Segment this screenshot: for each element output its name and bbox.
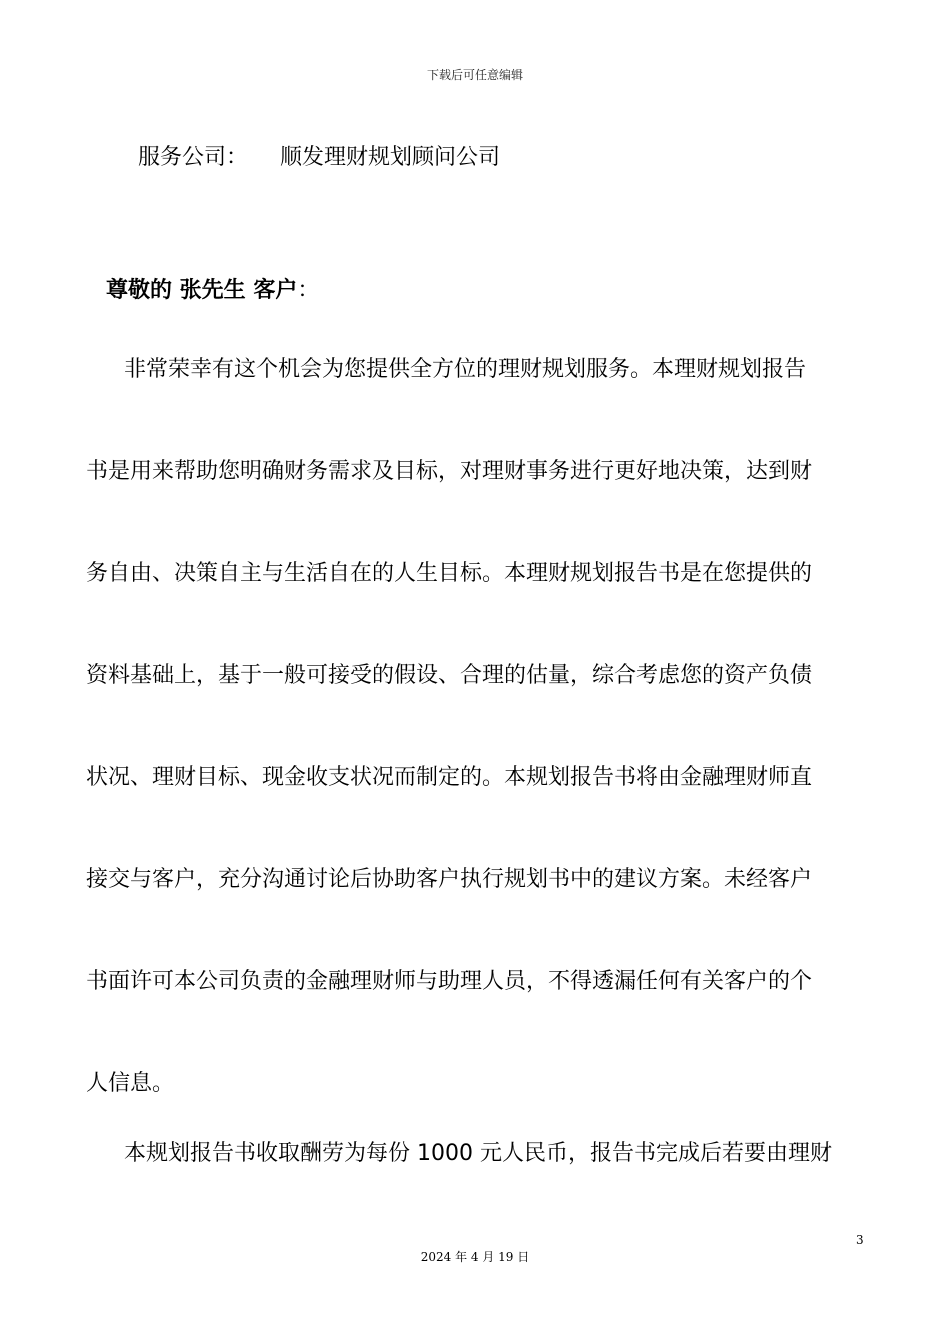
paragraph-line: 人信息。: [86, 1071, 175, 1096]
greeting-colon: ：: [297, 278, 320, 303]
paragraph-line: 务自由、决策自主与生活自在的人生目标。本理财规划报告书是在您提供的: [86, 561, 813, 586]
paragraph-line: 接交与客户，充分沟通讨论后协助客户执行规划书中的建议方案。未经客户: [86, 867, 813, 892]
paragraph-line: 书是用来帮助您明确财务需求及目标，对理财事务进行更好地决策，达到财: [86, 459, 813, 484]
page-number: 3: [856, 1233, 864, 1247]
company-label: 服务公司：: [138, 145, 249, 170]
header-note: 下载后可任意编辑: [426, 68, 523, 82]
paragraph-line: 书面许可本公司负责的金融理财师与助理人员，不得透漏任何有关客户的个: [86, 969, 813, 994]
paragraph-line: 资料基础上，基于一般可接受的假设、合理的估量，综合考虑您的资产负债: [86, 663, 813, 688]
footer-date: 2024 年 4 月 19 日: [420, 1250, 530, 1264]
paragraph-intro: [86, 319, 852, 1135]
paragraph-line: 状况、理财目标、现金收支状况而制定的。本规划报告书将由金融理财师直: [86, 765, 813, 790]
company-row: [138, 140, 500, 171]
paragraph-fee: [86, 1103, 852, 1205]
greeting: [106, 273, 319, 304]
paragraph-line: 非常荣幸有这个机会为您提供全方位的理财规划服务。本理财规划报告: [124, 357, 807, 382]
paragraph-line: 本规划报告书收取酬劳为每份 1000 元人民币，报告书完成后若要由理财: [124, 1141, 832, 1166]
company-name: 顺发理财规划顾问公司: [280, 145, 501, 170]
greeting-text: 尊敬的 张先生 客户: [106, 278, 298, 303]
